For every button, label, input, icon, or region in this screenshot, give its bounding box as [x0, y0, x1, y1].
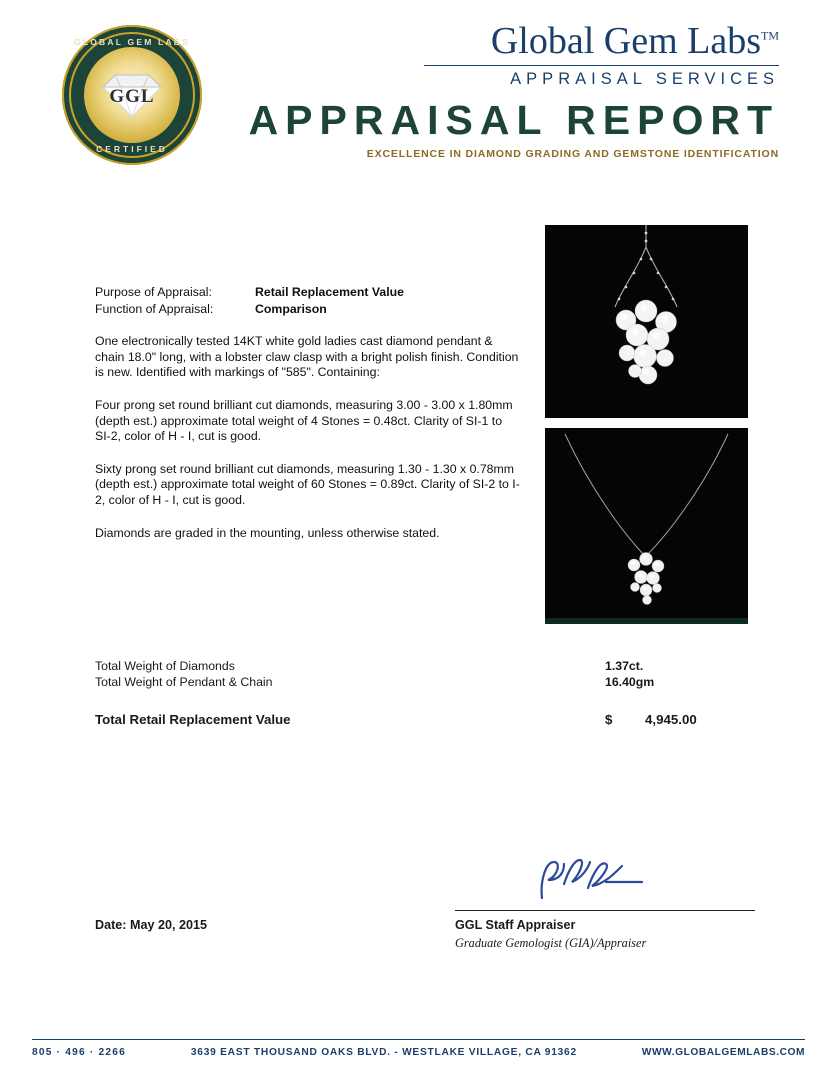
header-divider	[424, 65, 779, 66]
date-label: Date:	[95, 918, 127, 932]
appraiser-name: GGL Staff Appraiser	[455, 918, 576, 932]
total-weight-diamonds-value: 1.37ct.	[605, 659, 644, 673]
item-description: One electronically tested 14KT white gold ladies cast diamond pendant & chain 18.0" long, with a lobster claw clasp with a bright polish finish. Condition is new. Identified with markings of "585". Containing:	[95, 334, 519, 380]
footer-phone: 805 · 496 · 2266	[32, 1047, 126, 1058]
footer-website[interactable]: WWW.GLOBALGEMLABS.COM	[641, 1047, 805, 1058]
purpose-row	[95, 285, 520, 301]
stone-group-2: Sixty prong set round brilliant cut diamonds, measuring 1.30 - 1.30 x 0.78mm (depth est.) approximate total weight of 60 Stones = 0.89ct. Clarity of SI-2 to I-2, color of H - I, cut is good.	[95, 461, 520, 507]
total-weight-pendant-row	[95, 674, 755, 690]
purpose-label: Purpose of Appraisal:	[95, 285, 212, 299]
report-subtitle: EXCELLENCE IN DIAMOND GRADING AND GEMSTONE IDENTIFICATION	[366, 148, 779, 160]
stone-group-1: Four prong set round brilliant cut diamonds, measuring 3.00 - 3.00 x 1.80mm (depth est.) approximate total weight of 4 Stones = 0.48ct. Clarity of SI-1 to SI-2, color of H - I, cut is good.	[95, 397, 513, 444]
appraisal-details	[95, 285, 520, 541]
total-weight-diamonds-label: Total Weight of Diamonds	[95, 659, 235, 673]
date-value: May 20, 2015	[130, 918, 208, 932]
total-weight-pendant-value: 16.40gm	[605, 675, 655, 689]
trademark-mark: TM	[761, 28, 779, 43]
appraisal-date	[95, 918, 207, 932]
document-header	[0, 0, 837, 190]
header-title-block	[210, 22, 779, 160]
footer-contact-row	[32, 1047, 805, 1058]
purpose-value: Retail Replacement Value	[255, 285, 404, 299]
pendant-photo-closeup	[545, 225, 748, 418]
brand-subtitle: APPRAISAL SERVICES	[510, 70, 779, 88]
footer-address: 3639 EAST THOUSAND OAKS BLVD. - WESTLAKE VILLAGE, CA 91362	[190, 1047, 577, 1058]
ggl-seal-logo	[62, 25, 202, 165]
function-label: Function of Appraisal:	[95, 301, 214, 316]
seal-inner-disc	[84, 47, 180, 143]
footer-divider	[32, 1039, 805, 1040]
function-value: Comparison	[255, 301, 327, 316]
seal-arc-top-text: GLOBAL GEM LABS	[74, 37, 190, 47]
signature-line	[455, 910, 755, 911]
grand-total-value-group	[605, 712, 755, 727]
grand-total-row	[95, 712, 755, 727]
report-title: APPRAISAL REPORT	[248, 97, 779, 143]
total-weight-pendant-label: Total Weight of Pendant & Chain	[95, 675, 273, 689]
seal-arc-bottom-text: CERTIFIED	[96, 144, 168, 154]
currency-symbol: $	[605, 712, 613, 727]
appraiser-role: Graduate Gemologist (GIA)/Appraiser	[455, 936, 647, 950]
grand-total-label: Total Retail Replacement Value	[95, 712, 291, 727]
total-weight-diamonds-row	[95, 658, 755, 674]
grading-note: Diamonds are graded in the mounting, unless otherwise stated.	[95, 525, 440, 540]
function-row	[95, 302, 520, 318]
totals-block	[95, 658, 755, 727]
grand-total-amount: 4,945.00	[645, 712, 697, 727]
brand-name	[210, 22, 779, 60]
document-footer	[32, 1039, 805, 1058]
seal-monogram: GGL	[109, 85, 155, 107]
brand-name-text: Global Gem Labs	[490, 20, 761, 62]
signature-mark	[530, 854, 650, 906]
pendant-photo-full	[545, 428, 748, 624]
